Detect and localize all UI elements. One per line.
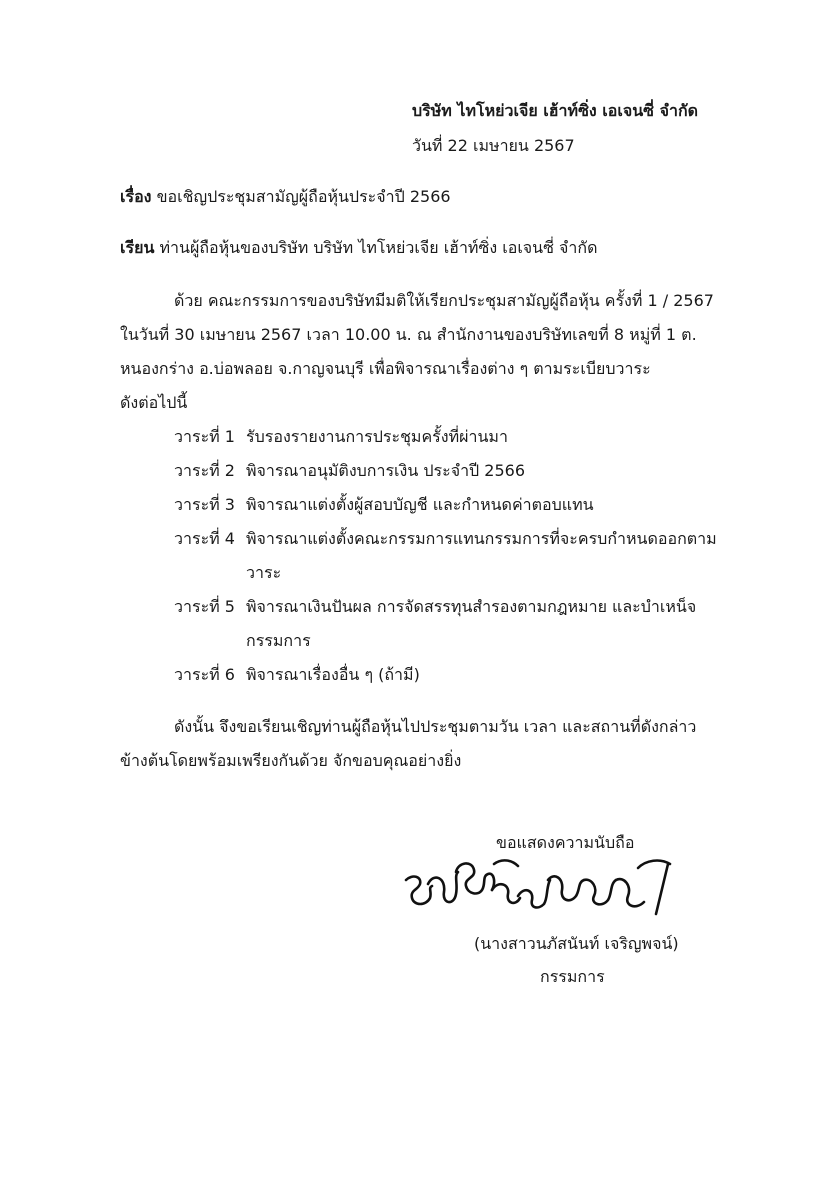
- agenda-label: วาระที่ 2: [174, 461, 235, 480]
- sign-off: ขอแสดงความนับถือ: [496, 833, 635, 852]
- handwritten-signature: [398, 850, 698, 936]
- recipient-line: [120, 237, 597, 259]
- agenda-text: พิจารณาเงินปันผล การจัดสรรทุนสำรองตามกฎหมาย และบำเหน็จ: [246, 597, 697, 616]
- company-name: บริษัท ไทโหย่วเจีย เฮ้าท์ซิ่ง เอเจนซี่ จำกัด: [412, 101, 699, 120]
- agenda-text-continued: วาระ: [246, 563, 282, 582]
- closing-line: ดังนั้น จึงขอเรียนเชิญท่านผู้ถือหุ้นไปประชุมตามวัน เวลา และสถานที่ดังกล่าว: [174, 717, 697, 736]
- intro-line: หนองกร่าง อ.บ่อพลอย จ.กาญจนบุรี เพื่อพิจารณาเรื่องต่าง ๆ ตามระเบียบวาระ: [120, 359, 651, 378]
- recipient-text: ท่านผู้ถือหุ้นของบริษัท บริษัท ไทโหย่วเจีย เฮ้าท์ซิ่ง เอเจนซี่ จำกัด: [159, 238, 598, 257]
- agenda-label: วาระที่ 5: [174, 597, 235, 616]
- agenda-label: วาระที่ 4: [174, 529, 235, 548]
- signatory-name: (นางสาวนภัสนันท์ เจริญพจน์): [474, 934, 679, 953]
- agenda-label: วาระที่ 6: [174, 665, 235, 684]
- intro-line: ดังต่อไปนี้: [120, 393, 188, 412]
- subject-text: ขอเชิญประชุมสามัญผู้ถือหุ้นประจำปี 2566: [156, 187, 451, 206]
- intro-line: ในวันที่ 30 เมษายน 2567 เวลา 10.00 น. ณ สำนักงานของบริษัทเลขที่ 8 หมู่ที่ 1 ต.: [120, 325, 697, 344]
- agenda-text: พิจารณาแต่งตั้งคณะกรรมการแทนกรรมการที่จะครบกำหนดออกตาม: [246, 529, 717, 548]
- agenda-text: พิจารณาแต่งตั้งผู้สอบบัญชี และกำหนดค่าตอบแทน: [246, 495, 594, 514]
- intro-line: ด้วย คณะกรรมการของบริษัทมีมติให้เรียกประชุมสามัญผู้ถือหุ้น ครั้งที่ 1 / 2567: [174, 291, 714, 310]
- agenda-label: วาระที่ 1: [174, 427, 235, 446]
- agenda-text: รับรองรายงานการประชุมครั้งที่ผ่านมา: [246, 427, 508, 446]
- letter-date: วันที่ 22 เมษายน 2567: [412, 136, 575, 155]
- agenda-label: วาระที่ 3: [174, 495, 235, 514]
- subject-label: เรื่อง: [120, 187, 152, 206]
- agenda-text: พิจารณาเรื่องอื่น ๆ (ถ้ามี): [246, 665, 420, 684]
- signatory-title: กรรมการ: [540, 967, 605, 986]
- subject-line: [120, 186, 451, 208]
- closing-line: ข้างต้นโดยพร้อมเพรียงกันด้วย จักขอบคุณอย่างยิ่ง: [120, 751, 462, 770]
- agenda-text: พิจารณาอนุมัติงบการเงิน ประจำปี 2566: [246, 461, 526, 480]
- recipient-label: เรียน: [120, 238, 155, 257]
- agenda-text-continued: กรรมการ: [246, 631, 311, 650]
